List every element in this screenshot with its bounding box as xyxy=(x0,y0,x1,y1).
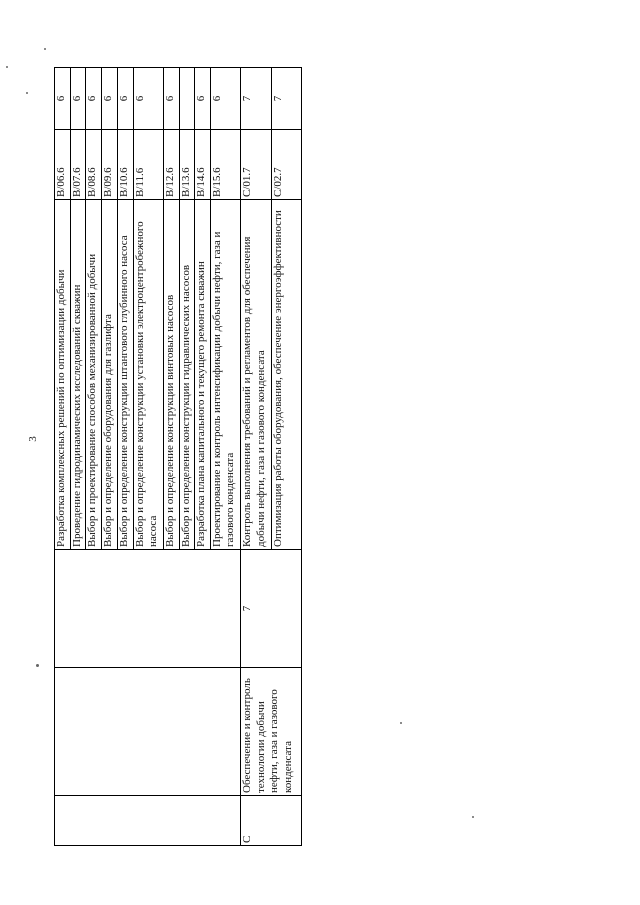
table-row xyxy=(55,68,71,846)
function-code: B/08.6 xyxy=(86,130,102,200)
functions-table xyxy=(54,67,302,846)
function-name: Выбор и определение конструкции штангового глубинного насоса xyxy=(117,200,133,550)
gf-code-cell xyxy=(55,796,241,846)
scan-speck xyxy=(44,48,46,50)
scan-speck xyxy=(472,816,474,818)
function-code: B/07.6 xyxy=(70,130,86,200)
gf-qual-cell xyxy=(55,550,241,668)
scan-speck xyxy=(6,66,8,68)
function-name: Выбор и определение конструкции установки электроцентробежного насоса xyxy=(133,200,163,550)
function-level: 6 xyxy=(195,68,211,130)
gf-name-cell xyxy=(55,668,241,796)
function-level: 6 xyxy=(55,68,71,130)
table-row xyxy=(241,68,271,846)
function-level: 6 xyxy=(163,68,179,130)
function-code: B/12.6 xyxy=(163,130,179,200)
function-level: 7 xyxy=(241,68,271,130)
function-code: B/15.6 xyxy=(210,130,240,200)
rotated-table-container xyxy=(54,68,302,846)
function-code: B/14.6 xyxy=(195,130,211,200)
function-level: 6 xyxy=(210,68,240,130)
function-level: 6 xyxy=(102,68,118,130)
scan-speck xyxy=(26,92,28,94)
function-name: Выбор и проектирование способов механизированной добычи xyxy=(86,200,102,550)
function-code: B/10.6 xyxy=(117,130,133,200)
function-code: C/02.7 xyxy=(271,130,301,200)
function-code: B/06.6 xyxy=(55,130,71,200)
function-level: 6 xyxy=(133,68,163,130)
scan-speck xyxy=(36,664,39,667)
function-code: B/13.6 xyxy=(179,130,195,200)
scan-speck xyxy=(400,722,402,724)
function-name: Оптимизация работы оборудования, обеспечение энергоэффективности xyxy=(271,200,301,550)
function-code: B/11.6 xyxy=(133,130,163,200)
function-name: Выбор и определение оборудования для газлифта xyxy=(102,200,118,550)
function-name: Проведение гидродинамических исследований скважин xyxy=(70,200,86,550)
function-level: 6 xyxy=(86,68,102,130)
function-name: Проектирование и контроль интенсификации добычи нефти, газа и газового конденсата xyxy=(210,200,240,550)
function-name: Разработка комплексных решений по оптимизации добычи xyxy=(55,200,71,550)
function-level: 7 xyxy=(271,68,301,130)
page-number: 3 xyxy=(26,436,39,442)
function-name: Выбор и определение конструкции винтовых насосов xyxy=(163,200,179,550)
gf-code: C xyxy=(241,796,302,846)
function-level: 6 xyxy=(117,68,133,130)
function-name: Контроль выполнения требований и регламентов для обеспечения добычи нефти, газа и газового конденсата xyxy=(241,200,271,550)
function-code: B/09.6 xyxy=(102,130,118,200)
gf-qualification: 7 xyxy=(241,550,302,668)
gf-name: Обеспечение и контроль технологии добычи нефти, газа и газового конденсата xyxy=(241,668,302,796)
function-code: C/01.7 xyxy=(241,130,271,200)
function-level xyxy=(179,68,195,130)
function-name: Выбор и определение конструкции гидравлических насосов xyxy=(179,200,195,550)
function-level: 6 xyxy=(70,68,86,130)
function-name: Разработка плана капитального и текущего ремонта скважин xyxy=(195,200,211,550)
